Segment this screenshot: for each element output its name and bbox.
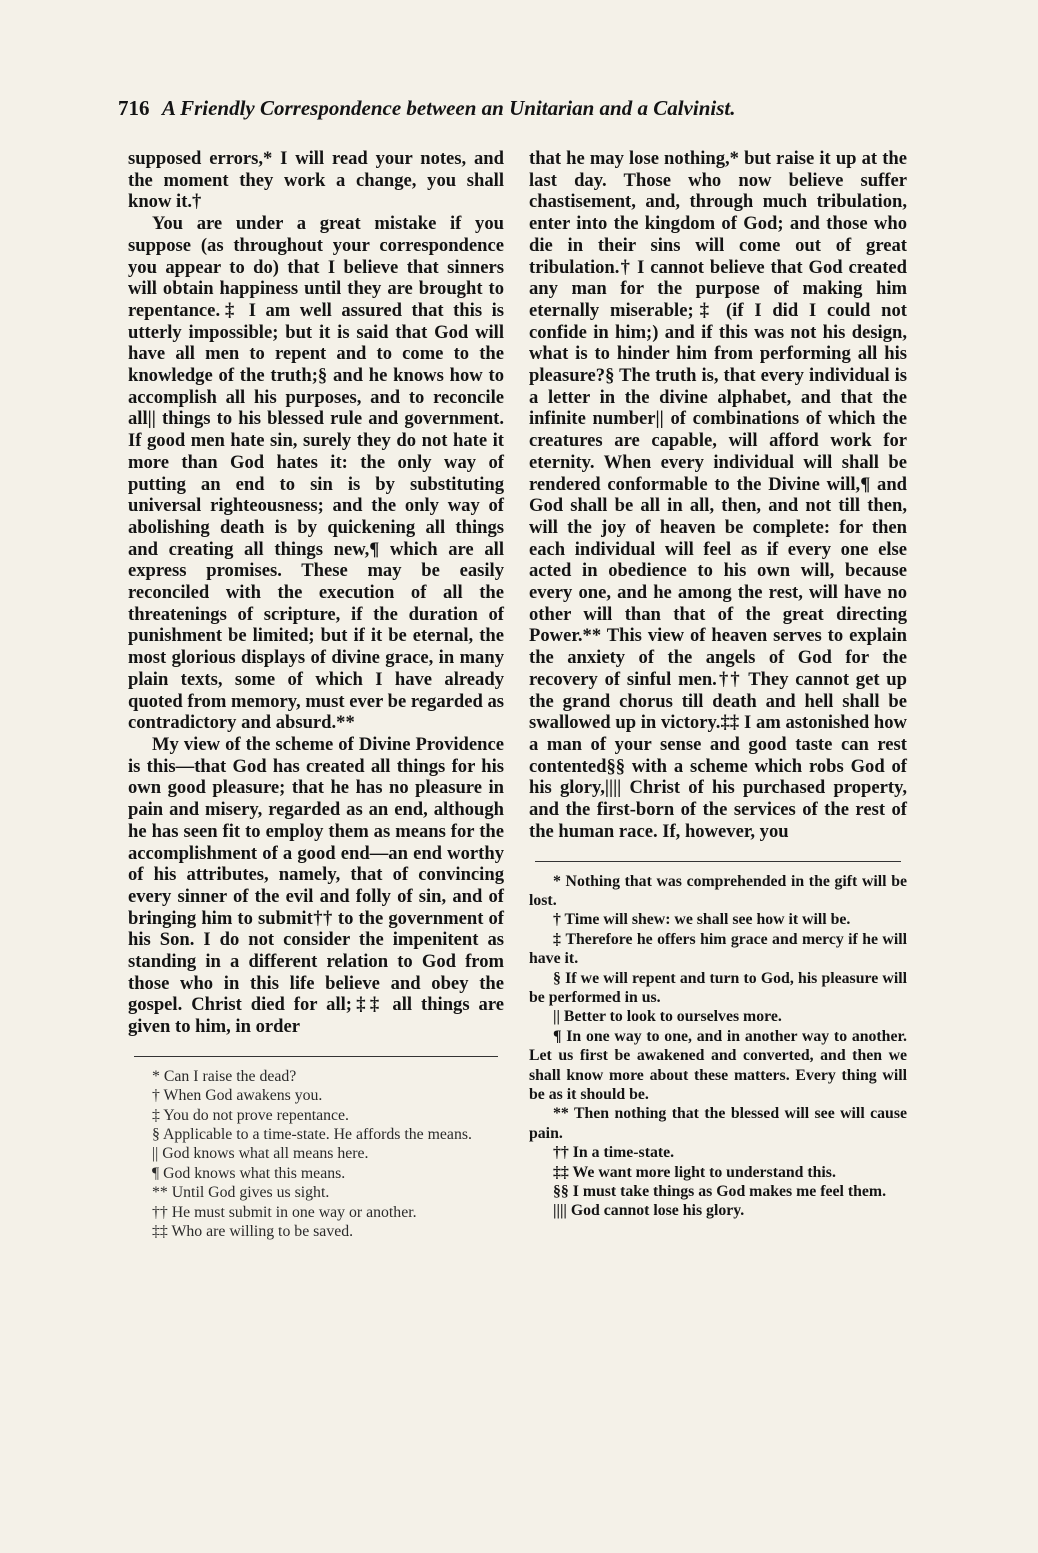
left-footnote-2: † When God awakens you. [152, 1087, 323, 1105]
left-footnote-8: †† He must submit in one way or another. [152, 1203, 417, 1221]
left-column [128, 148, 504, 1241]
left-footnote-5: || God knows what all means here. [152, 1145, 369, 1163]
right-column [529, 148, 907, 1221]
left-paragraph-3: My view of the scheme of Divine Providence is this—that God has created all things for his own good pleasure; that he has no pleasure in pain and misery, regarded as an end, although he has seen fit to employ them as means for the accomplishment of a good end—an end worthy of his attributes, namely, that of convincing every sinner of the evil and folly of sin, and of bringing him to submit†† to the government of his Son. I do not consider the impenitent as standing in a different relation to God from those who in this life believe and obey the gospel. Christ died for all;‡‡ all things are given to him, in order [128, 733, 504, 1038]
running-header [118, 96, 918, 121]
right-footnote-rule [535, 861, 901, 862]
right-footnote-9: ‡‡ We want more light to understand this. [553, 1163, 836, 1181]
left-paragraph-1: supposed errors,* I will read your notes, and the moment they work a change, you shall know it.† [128, 148, 504, 213]
right-body-text [529, 148, 907, 843]
left-footnote-4: § Applicable to a time-state. He affords the means. [152, 1126, 472, 1144]
right-footnote-11: |||| God cannot lose his glory. [553, 1202, 745, 1220]
page-number: 716 [118, 96, 150, 120]
right-footnote-3: ‡ Therefore he offers him grace and mercy if he will have it. [529, 930, 907, 968]
left-footnote-rule [134, 1056, 498, 1057]
right-footnotes [529, 872, 907, 1221]
left-body-text [128, 148, 504, 1038]
right-footnote-5: || Better to look to ourselves more. [553, 1008, 782, 1026]
left-footnote-6: ¶ God knows what this means. [152, 1164, 346, 1182]
right-footnote-8: †† In a time-state. [553, 1144, 675, 1162]
left-footnotes [128, 1067, 504, 1242]
left-footnote-9: ‡‡ Who are willing to be saved. [152, 1223, 354, 1241]
running-title: A Friendly Correspondence between an Unitarian and a Calvinist. [161, 96, 736, 120]
right-footnote-10: §§ I must take things as God makes me feel them. [553, 1183, 887, 1200]
right-footnote-4: § If we will repent and turn to God, his pleasure will be performed in us. [529, 969, 907, 1006]
right-footnote-1: * Nothing that was comprehended in the gift will be lost. [529, 872, 907, 909]
right-footnote-7: ** Then nothing that the blessed will see will cause pain. [529, 1105, 907, 1142]
left-paragraph-2: You are under a great mistake if you suppose (as throughout your correspondence you appear to do) that I believe that sinners will obtain happiness until they are brought to repentance.‡ I am well assured that this is utterly impossible; but it is said that God will have all men to repent and to come to the knowledge of the truth;§ and he knows how to accomplish all his purposes, and to reconcile all|| things to his blessed rule and government. If good men hate sin, surely they do not hate it more than God hates it: the only way of putting an end to sin is by substituting universal righteousness; and the only way of abolishing death is by quickening all things and creating all things new,¶ which are all express promises. These may be easily reconciled with the execution of all the threatenings of scripture, if the duration of punishment be limited; but if it be eternal, the most glorious displays of divine grace, in many plain texts, some of which I have already quoted from memory, must ever be regarded as contradictory and absurd.** [128, 213, 504, 734]
right-paragraph-1: that he may lose nothing,* but raise it up at the last day. Those who now believe suffer chastisement, and, through much tribulation, enter into the kingdom of God; and those who die in their sins will come out of great tribulation.† I cannot believe that God created any man for the purpose of making him eternally miserable;‡ (if I did I could not confide in him;) and if this was not his design, what is to hinder him from performing all his pleasure?§ The truth is, that every individual is a letter in the divine alphabet, and that the infinite number|| of combinations of which the creatures are capable, will afford work for eternity. When every individual will shall be rendered conformable to the Divine will,¶ and God shall be all in all, then, and not till then, will the joy of heaven be complete: for then each individual will feel as if every one else acted in obedience to his own will, because every one, and he among the rest, will have no other will than that of the great directing Power.** This view of heaven serves to explain the anxiety of the angels of God for the recovery of sinful men.†† They cannot get up the grand chorus till death and hell shall be swallowed up in victory.‡‡ I am astonished how a man of your sense and good taste can rest contented§§ with a scheme which robs God of his glory,|||| Christ of his purchased property, and the first-born of the services of the rest of the human race. If, however, you [529, 148, 907, 842]
left-footnote-1: * Can I raise the dead? [152, 1067, 297, 1085]
right-footnote-6: ¶ In one way to one, and in another way to another. Let us first be awakened and converted, and then we shall know more about these matters. Every thing will be as it should be. [529, 1027, 907, 1103]
left-footnote-3: ‡ You do not prove repentance. [152, 1106, 349, 1124]
left-footnote-7: ** Until God gives us sight. [152, 1184, 330, 1202]
right-footnote-2: † Time will shew: we shall see how it will be. [553, 911, 851, 929]
